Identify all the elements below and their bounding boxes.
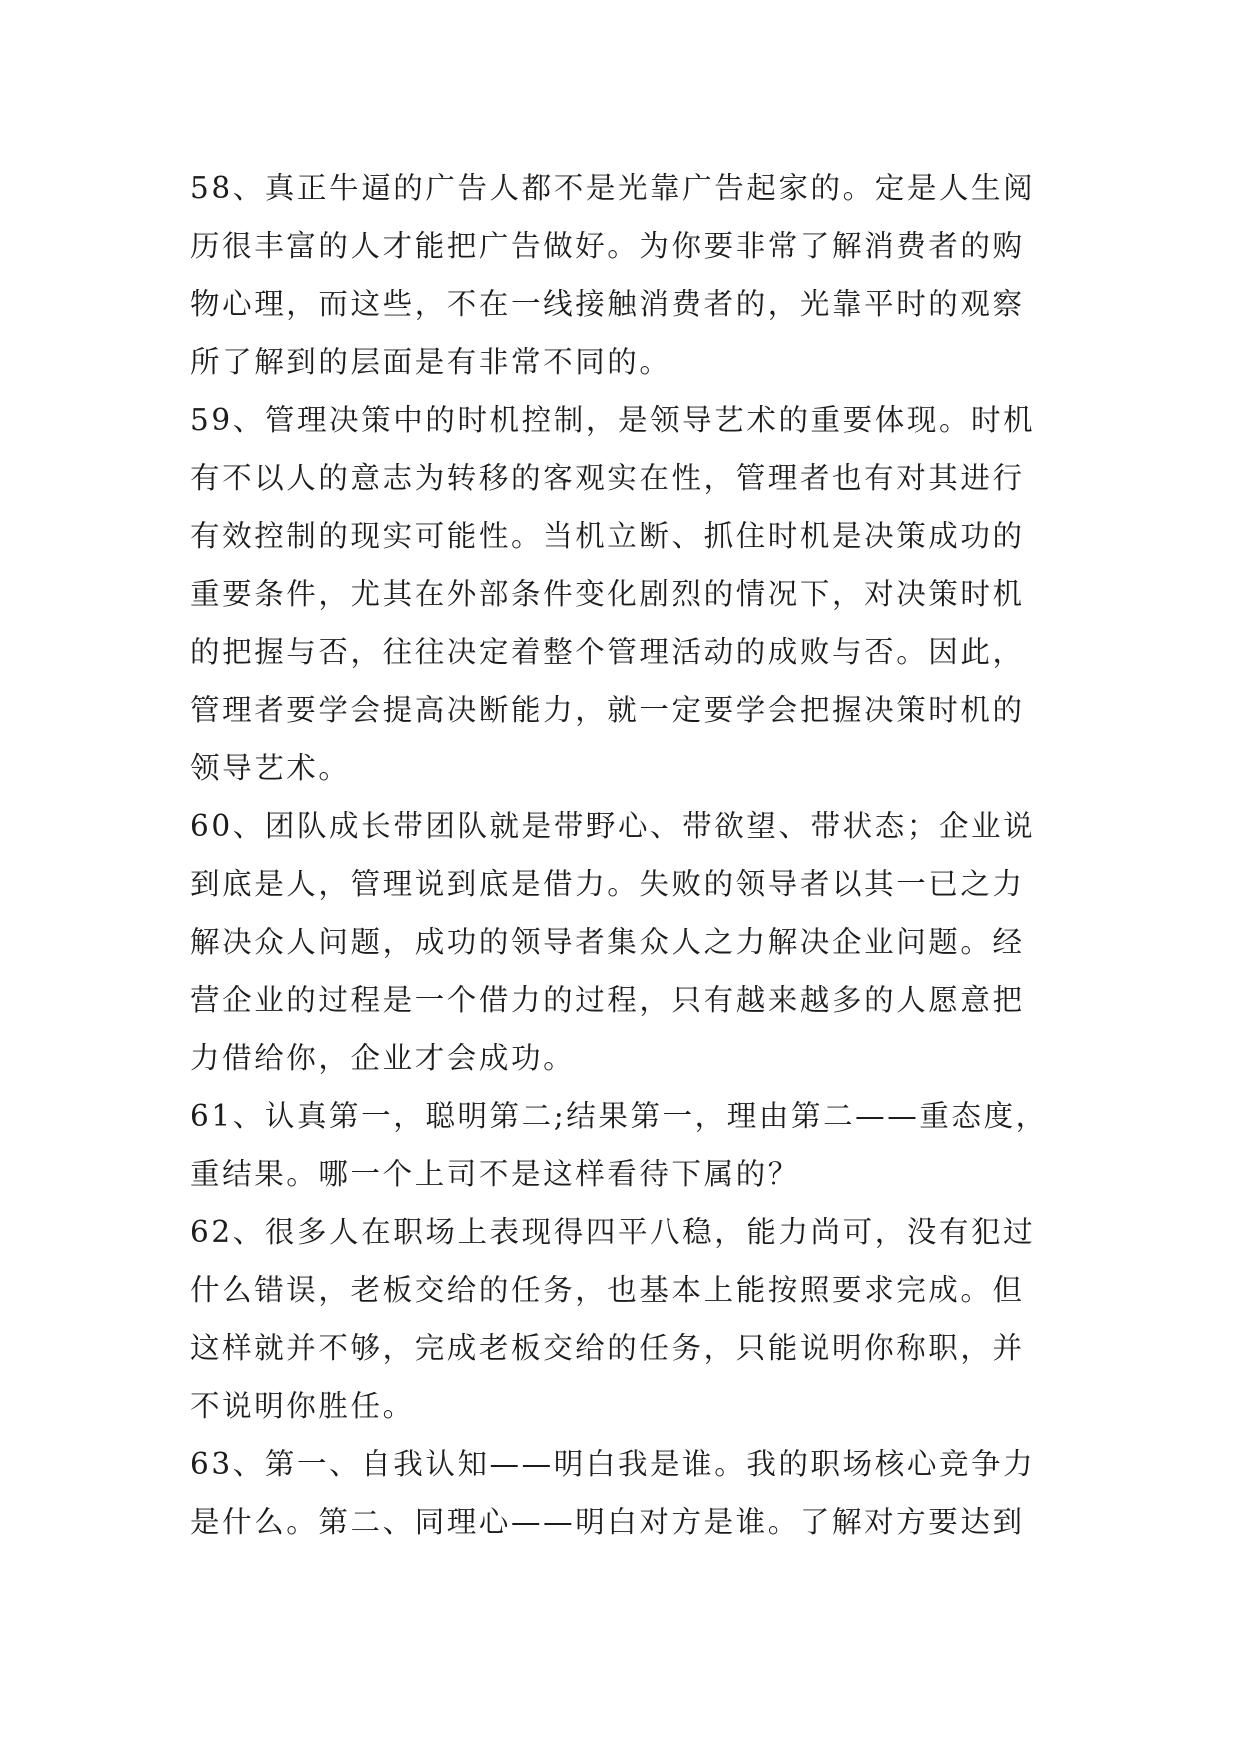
text-line: 物心理，而这些，不在一线接触消费者的，光靠平时的观察 [190, 287, 1025, 321]
text-line: 解决众人问题，成功的领导者集众人之力解决企业问题。经 [190, 925, 1025, 959]
text-line: 营企业的过程是一个借力的过程，只有越来越多的人愿意把 [190, 983, 1025, 1017]
text-line: 有效控制的现实可能性。当机立断、抓住时机是决策成功的 [190, 519, 1025, 553]
text-line: 管理者要学会提高决断能力，就一定要学会把握决策时机的 [190, 693, 1025, 727]
text-line: 不说明你胜任。 [190, 1389, 415, 1423]
text-line: 61、认真第一，聪明第二;结果第一，理由第二——重态度， [190, 1099, 1048, 1133]
text-line: 59、管理决策中的时机控制，是领导艺术的重要体现。时机 [190, 403, 1036, 437]
text-line: 所了解到的层面是有非常不同的。 [190, 345, 672, 379]
text-line: 60、团队成长带团队就是带野心、带欲望、带状态；企业说 [190, 809, 1036, 843]
text-line: 到底是人，管理说到底是借力。失败的领导者以其一已之力 [190, 867, 1025, 901]
text-line: 什么错误，老板交给的任务，也基本上能按照要求完成。但 [190, 1273, 1025, 1307]
text-line: 领导艺术。 [190, 751, 351, 785]
text-line: 重结果。哪一个上司不是这样看待下属的？ [190, 1157, 800, 1191]
text-line: 是什么。第二、同理心——明白对方是谁。了解对方要达到 [190, 1505, 1025, 1539]
text-line: 58、真正牛逼的广告人都不是光靠广告起家的。定是人生阅 [190, 171, 1036, 205]
text-line: 重要条件，尤其在外部条件变化剧烈的情况下，对决策时机 [190, 577, 1025, 611]
text-line: 63、第一、自我认知——明白我是谁。我的职场核心竞争力 [190, 1447, 1036, 1481]
text-line: 62、很多人在职场上表现得四平八稳，能力尚可，没有犯过 [190, 1215, 1036, 1249]
text-line: 这样就并不够，完成老板交给的任务，只能说明你称职，并 [190, 1331, 1025, 1365]
text-line: 历很丰富的人才能把广告做好。为你要非常了解消费者的购 [190, 229, 1025, 263]
text-line: 有不以人的意志为转移的客观实在性，管理者也有对其进行 [190, 461, 1025, 495]
text-line: 的把握与否，往往决定着整个管理活动的成败与否。因此， [190, 635, 1025, 669]
text-line: 力借给你，企业才会成功。 [190, 1041, 576, 1075]
